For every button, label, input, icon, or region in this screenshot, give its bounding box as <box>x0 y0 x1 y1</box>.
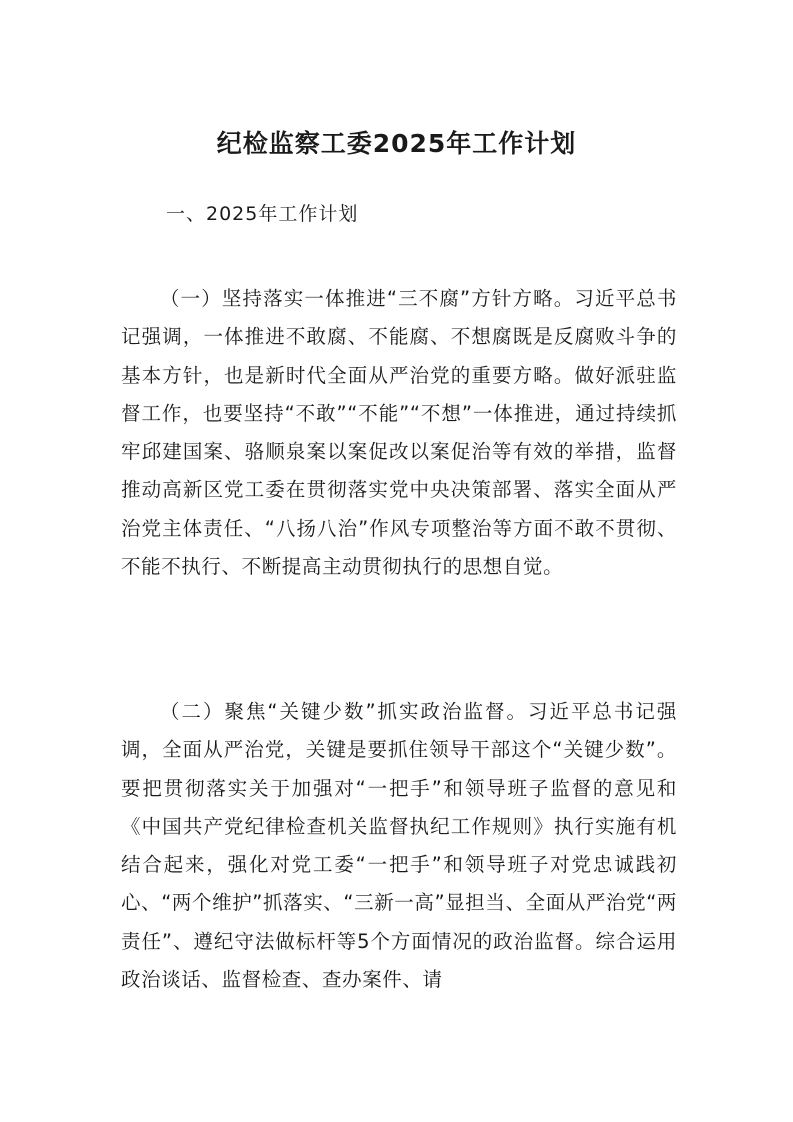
paragraph-1: （一）坚持落实一体推进“三不腐”方针方略。习近平总书记强调，一体推进不敢腐、不能腐、不想腐既是反腐败斗争的基本方针，也是新时代全面从严治党的重要方略。做好派驻监督工作，也要坚持“不敢”“不能”“不想”一体推进，通过持续抓牢邱建国案、骆顺泉案以案促改以案促治等有效的举措，监督推动高新区党工委在贯彻落实党中央决策部署、落实全面从严治党主体责任、“八扬八治”作风专项整治等方面不敢不贯彻、不能不执行、不断提高主动贯彻执行的思想自觉。 <box>121 287 677 579</box>
section-heading: 一、2025年工作计划 <box>166 203 359 225</box>
paragraph-2: （二）聚焦“关键少数”抓实政治监督。习近平总书记强调，全面从严治党，关键是要抓住领导干部这个“关键少数”。要把贯彻落实关于加强对“一把手”和领导班子监督的意见和《中国共产党纪律检查机关监督执纪工作规则》执行实施有机结合起来，强化对党工委“一把手”和领导班子对党忠诚践初心、“两个维护”抓落实、“三新一高”显担当、全面从严治党“两责任”、遵纪守法做标杆等5个方面情况的政治监督。综合运用政治谈话、监督检查、查办案件、请 <box>121 700 678 992</box>
document-title: 纪检监察工委2025年工作计划 <box>216 129 577 158</box>
